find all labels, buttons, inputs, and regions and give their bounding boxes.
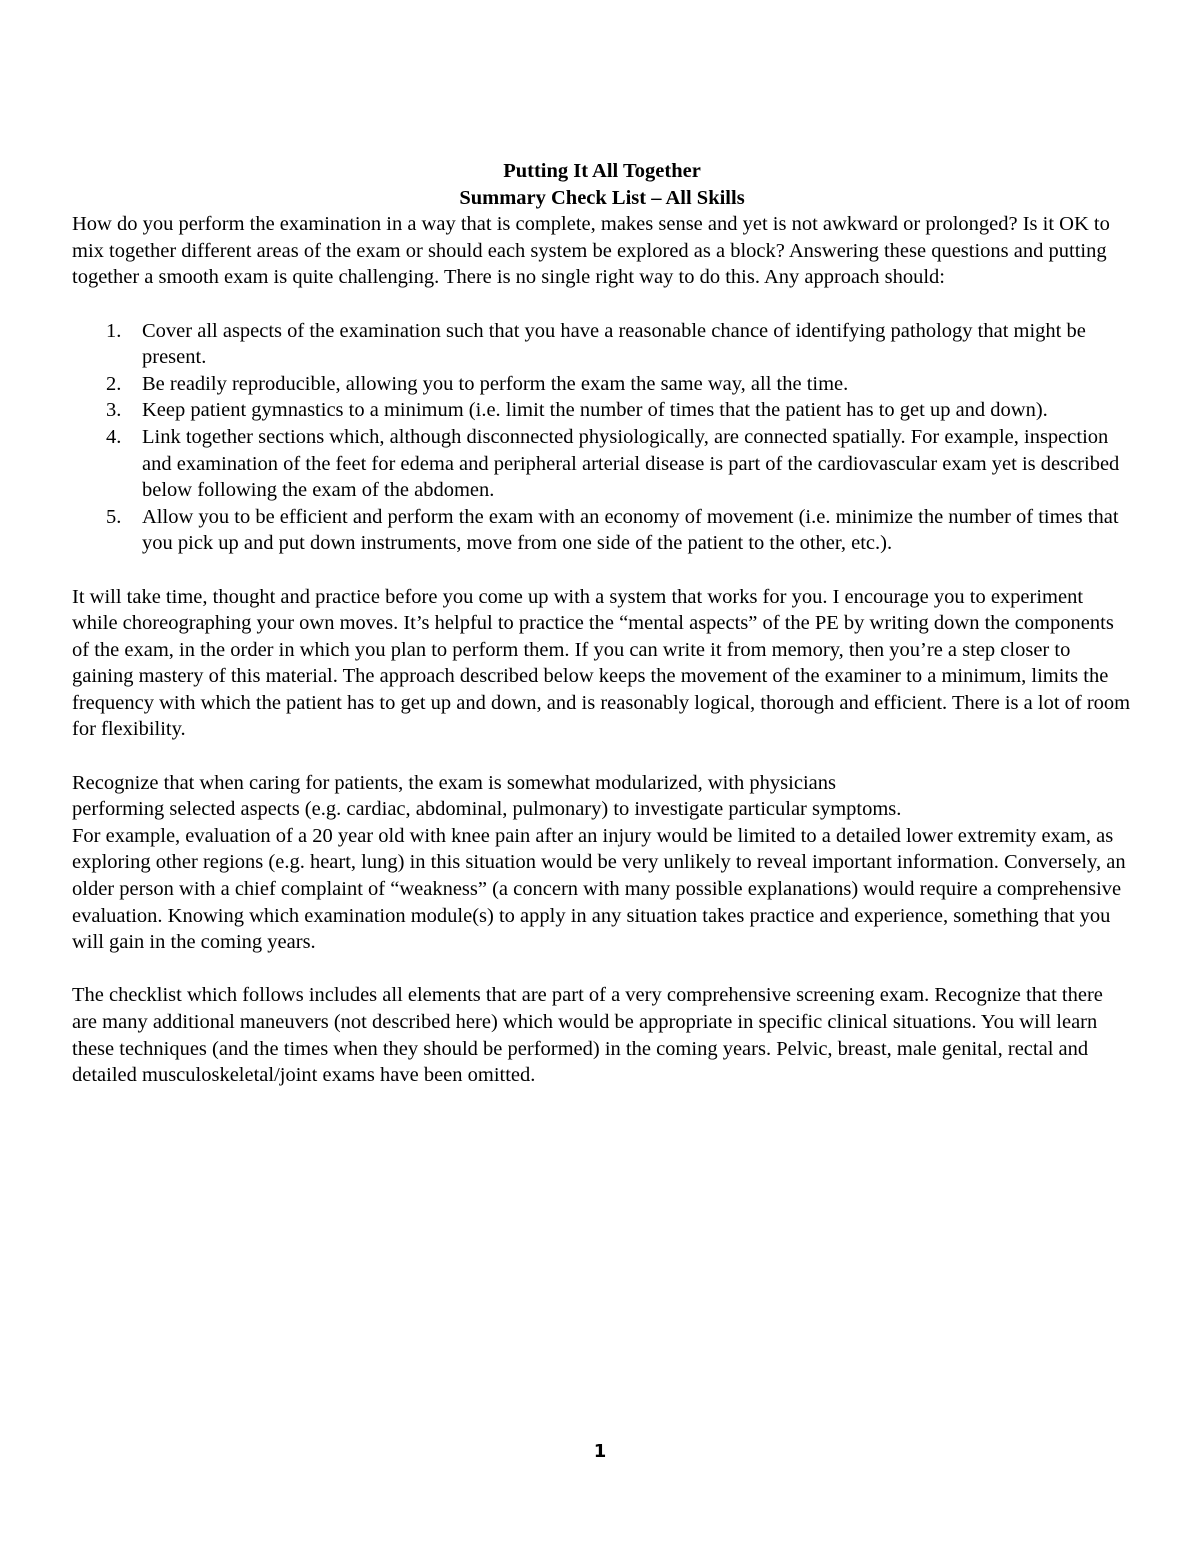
document-subtitle: Summary Check List – All Skills bbox=[459, 186, 745, 209]
modular-paragraph-line-1: Recognize that when caring for patients, the exam is somewhat modularized, with physicians bbox=[72, 771, 836, 794]
list-item-text: Be readily reproducible, allowing you to perform the exam the same way, all the time. bbox=[142, 372, 849, 395]
modular-paragraph-line-2: performing selected aspects (e.g. cardiac, abdominal, pulmonary) to investigate particular symptoms. bbox=[72, 798, 902, 821]
spacer bbox=[72, 956, 1132, 983]
document-title: Putting It All Together bbox=[503, 160, 701, 182]
list-item bbox=[72, 424, 1132, 504]
list-item-number: 4. bbox=[106, 425, 122, 448]
practice-paragraph: It will take time, thought and practice before you come up with a system that works for you. I encourage you to experiment while choreographing your own moves. It’s helpful to practice the “mental aspects” of the PE by writing down the components of the exam, in the order in which you plan to perform them. If you can write it from memory, then you’re a step closer to gaining mastery of this material. The approach described below keeps the movement of the examiner to a minimum, limits the frequency with which the patient has to get up and down, and is reasonably logical, thorough and efficient. There is a lot of room for flexibility. bbox=[72, 585, 1131, 741]
list-item-text: Cover all aspects of the examination such that you have a reasonable chance of identifying pathology that might be present. bbox=[142, 319, 1086, 369]
list-item-number: 2. bbox=[106, 372, 122, 395]
list-item-text: Link together sections which, although disconnected physiologically, are connected spatially. For example, inspection and examination of the feet for edema and peripheral arterial disease is part of the cardiovascular exam yet is described below following the exam of the abdomen. bbox=[142, 425, 1120, 502]
list-item bbox=[72, 371, 1132, 398]
spacer bbox=[72, 743, 1132, 770]
list-item-text: Keep patient gymnastics to a minimum (i.e. limit the number of times that the patient has to get up and down). bbox=[142, 399, 1048, 422]
list-item-number: 5. bbox=[106, 505, 122, 528]
page-number: 1 bbox=[593, 1441, 607, 1462]
list-item-text: Allow you to be efficient and perform the exam with an economy of movement (i.e. minimize the number of times that you pick up and put down instruments, move from one side of the patient to the other, etc.). bbox=[142, 505, 1119, 555]
checklist-paragraph: The checklist which follows includes all elements that are part of a very comprehensive screening exam. Recognize that there are many additional maneuvers (not described here) which would be appropriate in specific clinical situations. You will learn these techniques (and the times when they should be performed) in the coming years. Pelvic, breast, male genital, rectal and detailed musculoskeletal/joint exams have been omitted. bbox=[72, 984, 1103, 1087]
requirements-list bbox=[72, 318, 1132, 557]
intro-paragraph: How do you perform the examination in a way that is complete, makes sense and yet is not awkward or prolonged? Is it OK to mix together different areas of the exam or should each system be explored as a block? Answering these questions and putting together a smooth exam is quite challenging. There is no single right way to do this. Any approach should: bbox=[72, 213, 1110, 289]
list-item-number: 3. bbox=[106, 399, 122, 422]
list-item-number: 1. bbox=[106, 319, 122, 342]
list-item bbox=[72, 397, 1132, 424]
spacer bbox=[72, 557, 1132, 584]
modular-paragraph: For example, evaluation of a 20 year old with knee pain after an injury would be limited to a detailed lower extremity exam, as exploring other regions (e.g. heart, lung) in this situation would be very unlikely to reveal important information. Conversely, an older person with a chief complaint of “weakness” (a concern with many possible explanations) would require a comprehensive evaluation. Knowing which examination module(s) to apply in any situation takes practice and experience, something that you will gain in the coming years. bbox=[72, 824, 1126, 954]
list-item bbox=[72, 318, 1132, 371]
spacer bbox=[72, 291, 1132, 318]
document-body bbox=[72, 158, 1132, 1089]
list-item bbox=[72, 504, 1132, 557]
